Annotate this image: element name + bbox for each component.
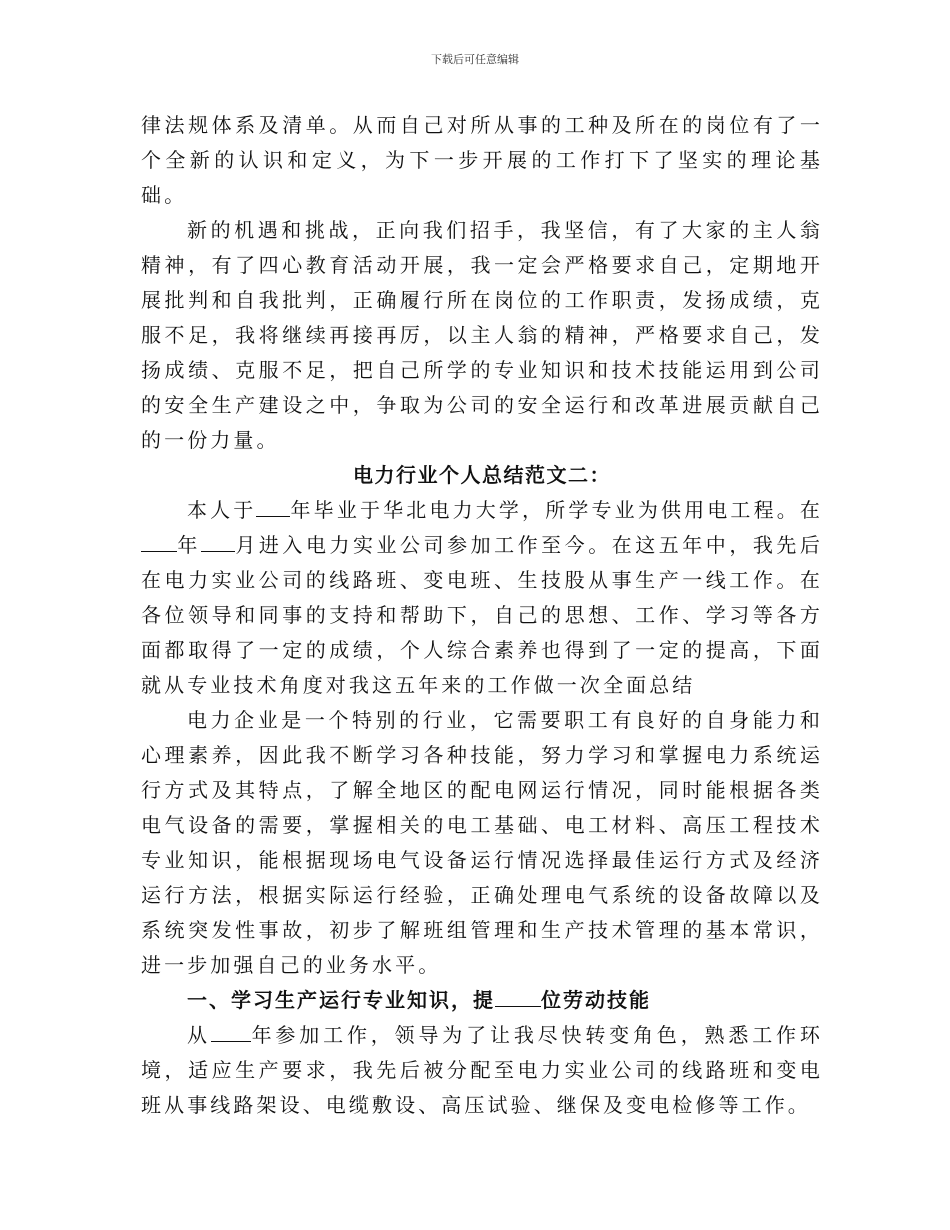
blank-line <box>165 534 177 552</box>
page-header: 下载后可任意编辑 <box>431 53 519 66</box>
intro-text-2: 年毕业于华北电力大学，所学专业为供用电工程。在 <box>290 498 823 522</box>
paragraph-intro <box>141 493 823 703</box>
section-title: 电力行业个人总结范文二： <box>353 463 611 487</box>
subsection-heading <box>141 983 823 1018</box>
paragraph-industry: 电力企业是一个特别的行业，它需要职工有良好的自身能力和心理素养，因此我不断学习各种技能，努力学习和掌握电力系统运行方式及其特点，了解全地区的配电网运行情况，同时能根据各类电气设备的需要，掌握相关的电工基础、电工材料、高压工程技术专业知识，能根据现场电气设备运行情况选择最佳运行方式及经济运行方法，根据实际运行经验，正确处理电气系统的设备故障以及系统突发性事故，初步了解班组管理和生产技术管理的基本常识，进一步加强自己的业务水平。 <box>141 708 823 977</box>
intro-text-1: 本人于 <box>187 498 257 522</box>
paragraph-continued: 律法规体系及清单。从而自己对所从事的工种及所在的岗位有了一个全新的认识和定义，为下一步开展的工作打下了坚实的理论基础。 <box>141 113 823 207</box>
blank-line <box>495 989 541 1007</box>
paragraph-resolution: 新的机遇和挑战，正向我们招手，我坚信，有了大家的主人翁精神，有了四心教育活动开展，我一定会严格要求自己，定期地开展批判和自我批判，正确履行所在岗位的工作职责，发扬成绩，克服不足，我将继续再接再厉，以主人翁的精神，严格要求自己，发扬成绩、克服不足，把自己所学的专业知识和技术技能运用到公司的安全生产建设之中，争取为公司的安全运行和改革进展贡献自己的一份力量。 <box>141 218 823 452</box>
blank-line <box>256 499 290 517</box>
intro-text-4: 月进入电力实业公司参加工作至今。在这五年中，我先后在电力实业公司的线路班、变电班、生技股从事生产一线工作。在各位领导和同事的支持和帮助下，自己的思想、工作、学习等各方面都取得了一定的成绩，个人综合素养也得到了一定的提高，下面就从专业技术角度对我这五年来的工作做一次全面总结 <box>141 533 823 697</box>
subsection-heading-text-1: 一、学习生产运行专业知识，提 <box>187 988 495 1012</box>
document-body <box>141 108 823 1123</box>
blank-line <box>201 534 235 552</box>
blank-line <box>211 1024 251 1042</box>
work-text-2: 年参加工作，领导为了让我尽快转变角色，熟悉工作环境，适应生产要求，我先后被分配至电力实业公司的线路班和变电班从事线路架设、电缆敷设、高压试验、继保及变电检修等工作。 <box>141 1023 823 1117</box>
work-text-1: 从 <box>187 1023 211 1047</box>
intro-text-3: 年 <box>177 533 201 557</box>
paragraph-work-start <box>141 1018 823 1123</box>
blank-line <box>141 534 165 552</box>
subsection-heading-text-2: 位劳动技能 <box>541 988 651 1012</box>
